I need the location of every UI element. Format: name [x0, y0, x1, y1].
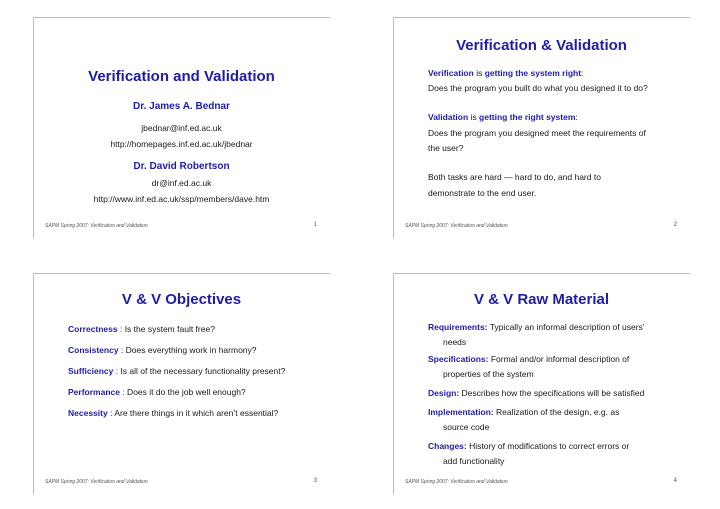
validation-description-line: Does the program you designed meet the requirements of — [428, 128, 646, 138]
slide-border-top — [33, 17, 330, 18]
slide-border-top — [393, 273, 690, 274]
slide-3 — [33, 273, 330, 494]
term: Changes: — [428, 441, 467, 451]
term: Requirements: — [428, 322, 488, 332]
author-email: dr@inf.ed.ac.uk — [151, 178, 212, 188]
raw-material-continuation: source code — [443, 422, 490, 432]
author-url: http://homepages.inf.ed.ac.uk/jbednar — [110, 139, 253, 149]
objective-item: Correctness : Is the system fault free? — [68, 324, 215, 334]
author-url: http://www.inf.ed.ac.uk/ssp/members/dave.htm — [93, 194, 270, 204]
slide-2 — [393, 17, 690, 238]
verification-description: Does the program you built do what you designed it to do? — [428, 83, 648, 93]
raw-material-item: Requirements: Typically an informal description of users’ — [428, 322, 645, 332]
page-number: 4 — [673, 478, 677, 484]
term: Validation — [428, 112, 469, 122]
term: Sufficiency — [68, 366, 114, 376]
term: Necessity — [68, 408, 108, 418]
page-number: 3 — [313, 478, 317, 484]
raw-material-continuation: add functionality — [443, 456, 505, 466]
validation-definition: Validation is getting the right system: — [428, 112, 578, 122]
slide-title: V & V Raw Material — [473, 291, 610, 308]
slide-footer: SAPM Spring 2007: Verification and Validation — [405, 223, 508, 229]
objective-item: Necessity : Are there things in it which aren’t essential? — [68, 408, 279, 418]
slide-footer: SAPM Spring 2007: Verification and Validation — [405, 479, 508, 485]
raw-material-continuation: properties of the system — [443, 369, 534, 379]
page-number: 2 — [673, 222, 677, 228]
term: Correctness — [68, 324, 118, 334]
definition: getting the system right — [484, 68, 582, 78]
slide-4 — [393, 273, 690, 494]
raw-material-item: Specifications: Formal and/or informal description of — [428, 354, 630, 364]
term: Specifications: — [428, 354, 489, 364]
slide-1 — [33, 17, 330, 238]
term: Verification — [428, 68, 474, 78]
term: Design: — [428, 388, 460, 398]
term: Consistency — [68, 345, 119, 355]
validation-description-line: the user? — [428, 143, 464, 153]
raw-material-item: Implementation: Realization of the design, e.g. as — [428, 407, 620, 417]
slide-title: V & V Objectives — [121, 291, 242, 308]
slide-title: Verification and Validation — [88, 68, 275, 85]
objective-item: Consistency : Does everything work in harmony? — [68, 345, 257, 355]
objective-item: Performance : Does it do the job well enough? — [68, 387, 246, 397]
both-tasks-text: demonstrate to the end user. — [428, 188, 537, 198]
raw-material-item: Design: Describes how the specifications will be satisfied — [428, 388, 645, 398]
author-name: Dr. James A. Bednar — [133, 101, 230, 112]
definition: getting the right system — [479, 112, 576, 122]
both-tasks-text: Both tasks are hard — hard to do, and hard to — [428, 172, 601, 182]
page-number: 1 — [313, 222, 317, 228]
term: Performance — [68, 387, 120, 397]
slide-border-top — [33, 273, 330, 274]
slide-border-top — [393, 17, 690, 18]
raw-material-item: Changes: History of modifications to correct errors or — [428, 441, 630, 451]
author-name: Dr. David Robertson — [133, 161, 230, 172]
slide-footer: SAPM Spring 2007: Verification and Validation — [45, 223, 148, 229]
verification-definition: Verification is getting the system right: — [428, 68, 584, 78]
author-email: jbednar@inf.ed.ac.uk — [141, 123, 222, 133]
objective-item: Sufficiency : Is all of the necessary functionality present? — [68, 366, 286, 376]
slide-footer: SAPM Spring 2007: Verification and Validation — [45, 479, 148, 485]
raw-material-continuation: needs — [443, 337, 467, 347]
slide-title: Verification & Validation — [456, 37, 627, 54]
term: Implementation: — [428, 407, 494, 417]
